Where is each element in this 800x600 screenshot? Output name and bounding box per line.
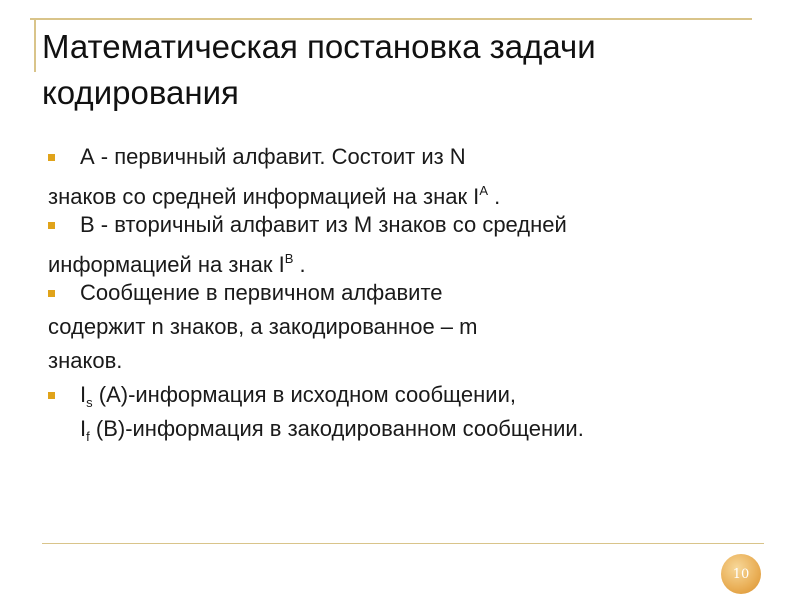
bullet-4-i2: I — [80, 416, 87, 441]
bullet-1-line1 — [48, 140, 748, 174]
bullet-4-text: (A)-информация в исходном сообщении, — [92, 382, 516, 407]
bullet-3-text-cont: содержит n знаков, а закодированное – m — [48, 314, 478, 339]
bullet-3-line1 — [48, 276, 748, 310]
square-bullet-icon — [48, 154, 55, 161]
subscript-s: s — [86, 395, 93, 410]
bullet-1-text-end: . — [487, 184, 501, 209]
bullet-2-line2 — [48, 242, 748, 276]
bullet-4-line2 — [48, 412, 748, 446]
bullet-list — [48, 140, 748, 446]
page-number-badge — [721, 554, 761, 594]
square-bullet-icon — [48, 290, 55, 297]
page-number: 10 — [732, 566, 750, 582]
bullet-1-text-cont: знаков со средней информацией на знак I — [48, 184, 480, 209]
bullet-4-i: I — [80, 382, 87, 407]
bullet-2-text-end: . — [293, 252, 306, 277]
bullet-3-line2 — [48, 310, 748, 344]
bullet-4-line1 — [48, 378, 748, 412]
slide-title — [42, 24, 762, 116]
bullet-3-text: Сообщение в первичном алфавите — [80, 280, 443, 305]
top-rule — [30, 18, 752, 20]
bullet-4-text-cont: (B)-информация в закодированном сообщении. — [89, 416, 584, 441]
bullet-1-text: А - первичный алфавит. Состоит из N — [80, 144, 466, 169]
bullet-1-line2 — [48, 174, 748, 208]
slide-title-line2: кодирования — [42, 74, 239, 111]
bullet-2-line1 — [48, 208, 748, 242]
bullet-3-line3 — [48, 344, 748, 378]
subscript-f: f — [86, 429, 90, 444]
bottom-rule — [42, 543, 764, 544]
left-rule — [34, 18, 36, 72]
square-bullet-icon — [48, 222, 55, 229]
slide-title-line1: Математическая постановка задачи — [42, 28, 596, 65]
superscript-a: A — [479, 183, 488, 198]
bullet-2-text: B - вторичный алфавит из M знаков со средней — [80, 212, 567, 237]
bullet-3-text-end: знаков. — [48, 348, 123, 373]
square-bullet-icon — [48, 392, 55, 399]
bullet-2-text-cont: информацией на знак I — [48, 252, 285, 277]
superscript-b: B — [284, 251, 294, 266]
